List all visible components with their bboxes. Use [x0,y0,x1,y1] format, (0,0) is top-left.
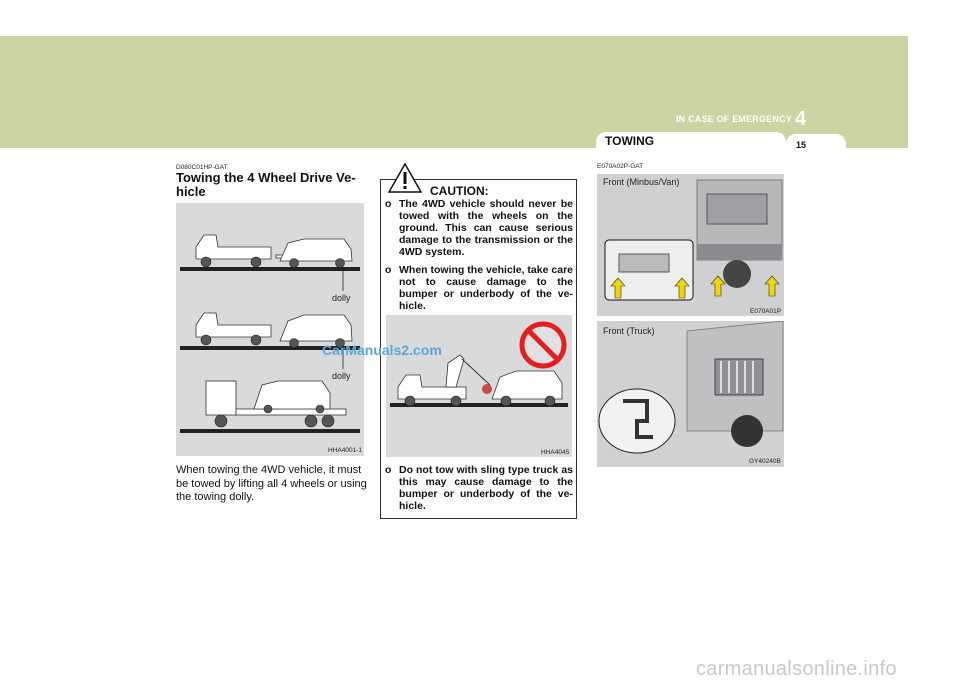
caution-item-2 [385,264,573,312]
caution-item-text: Do not tow with sling type truck as this may cause damage to the bumper or underbody of the ve-hicle. [399,464,573,512]
left-description: When towing the 4WD vehicle, it must be towed by lifting all 4 wheels or using the towing dolly. [176,464,367,503]
chapter-number: 4 [795,108,807,130]
dolly-label-1: dolly [332,293,351,303]
left-section-code: D080C01HP-GAT [176,164,228,171]
right-section-code: E070A02P-GAT [597,163,644,170]
front-van-photo [597,174,784,316]
left-image-code: HHA4001-1 [328,447,362,454]
front-van-image-code: E070A01P [750,308,782,315]
middle-image-code: HHA4045 [541,449,570,456]
prohibited-icon [518,320,568,375]
caution-heading: CAUTION: [430,184,489,198]
page-number: 15 [796,140,807,150]
towing-methods-drawing [176,203,364,456]
footer-watermark: carmanualsonline.info [696,658,897,680]
caution-item-text: When towing the vehicle, take care not to cause damage to the bumper or underbody of the ve-hicle. [399,264,573,312]
caution-item-3 [385,464,573,512]
front-truck-label: Front (Truck) [603,326,655,336]
caution-item-1 [385,198,573,258]
front-van-label: Front (Minbus/Van) [603,177,680,187]
bullet: o [385,198,392,210]
chapter-label: IN CASE OF EMERGENCY [675,114,792,124]
dolly-label-2: dolly [332,371,351,381]
front-truck-drawing [597,321,784,467]
towing-methods-illustration [176,203,364,456]
front-truck-image-code: GY40240B [749,458,781,465]
watermark: CarManuals2.com [322,342,442,358]
page-top-margin [0,0,960,36]
front-truck-photo [597,321,784,467]
bullet: o [385,464,392,476]
caution-item-text: The 4WD vehicle should never be towed with the wheels on the ground. This can cause serious damage to the transmission or the 4WD system. [399,198,573,258]
left-section-title: Towing the 4 Wheel Drive Ve-hicle [176,170,356,199]
section-title: TOWING [605,134,655,148]
bullet: o [385,264,392,276]
page-number-tab [786,134,846,152]
exclamation-triangle-icon [388,163,422,198]
front-van-drawing [597,174,784,316]
